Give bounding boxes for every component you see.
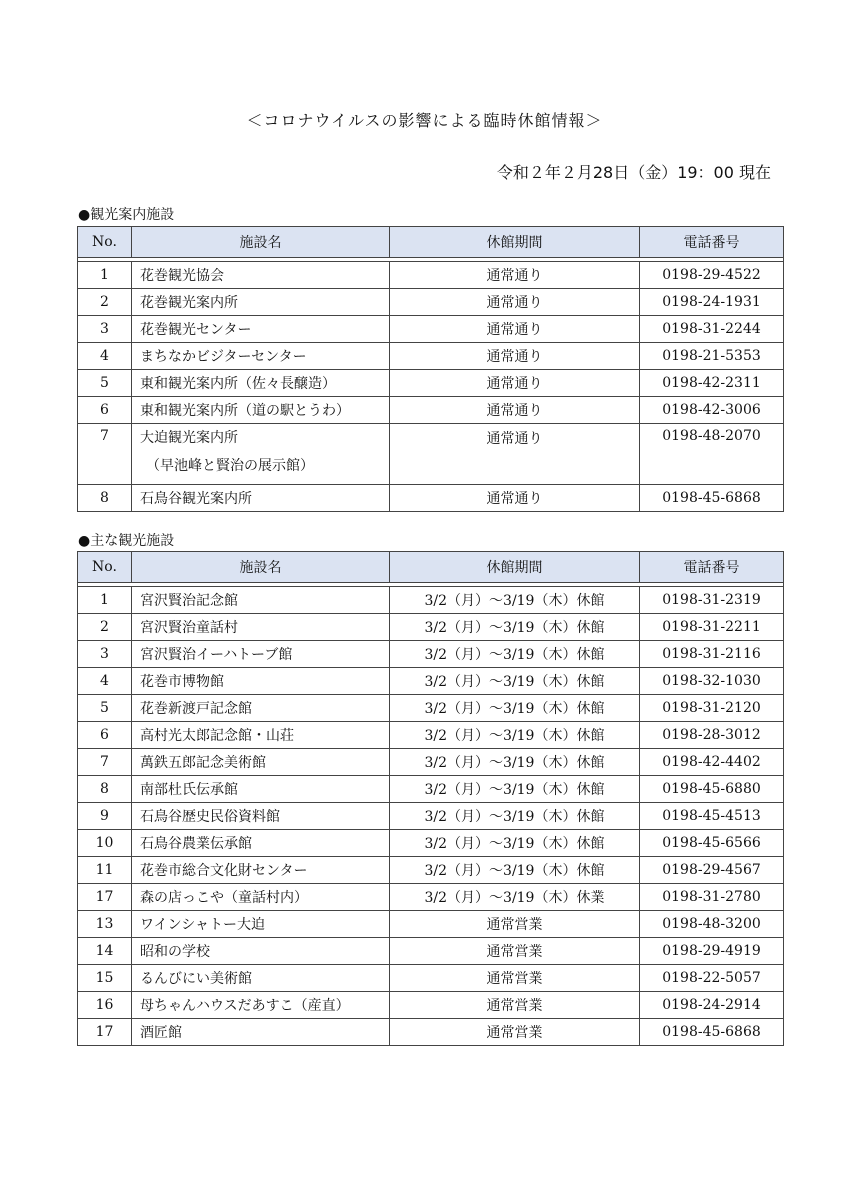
row-no: 11 xyxy=(78,857,132,884)
table-row xyxy=(78,316,784,343)
table-row xyxy=(78,641,784,668)
table-row xyxy=(78,695,784,722)
row-period: 3/2（月）～3/19（木）休館 xyxy=(390,722,640,749)
row-no: 1 xyxy=(78,262,132,289)
row-no: 3 xyxy=(78,641,132,668)
row-period: 3/2（月）～3/19（木）休館 xyxy=(390,776,640,803)
table-row xyxy=(78,262,784,289)
table-row xyxy=(78,938,784,965)
tourist-info-table xyxy=(77,226,784,512)
row-name: 花巻新渡戸記念館 xyxy=(132,695,390,722)
row-name: 酒匠館 xyxy=(132,1019,390,1046)
row-no: 17 xyxy=(78,1019,132,1046)
table-row xyxy=(78,614,784,641)
row-no: 13 xyxy=(78,911,132,938)
table-row xyxy=(78,830,784,857)
row-phone: 0198-31-2116 xyxy=(640,641,784,668)
row-name: るんびにい美術館 xyxy=(132,965,390,992)
row-no: 3 xyxy=(78,316,132,343)
row-period: 通常営業 xyxy=(390,1019,640,1046)
row-name: 宮沢賢治童話村 xyxy=(132,614,390,641)
table-row xyxy=(78,857,784,884)
row-name: 南部杜氏伝承館 xyxy=(132,776,390,803)
table-header-row xyxy=(78,227,784,258)
row-phone: 0198-31-2120 xyxy=(640,695,784,722)
row-phone: 0198-45-6566 xyxy=(640,830,784,857)
row-name: 石鳥谷歴史民俗資料館 xyxy=(132,803,390,830)
row-name: 花巻観光案内所 xyxy=(132,289,390,316)
row-name: 萬鉄五郎記念美術館 xyxy=(132,749,390,776)
row-name: 東和観光案内所（道の駅とうわ） xyxy=(132,397,390,424)
row-name-sub: （早池峰と賢治の展示館） xyxy=(146,458,314,474)
row-name: 森の店っこや（童話村内） xyxy=(132,884,390,911)
row-name: 宮沢賢治記念館 xyxy=(132,587,390,614)
row-period: 通常営業 xyxy=(390,938,640,965)
row-name: ワインシャトー大迫 xyxy=(132,911,390,938)
table-row xyxy=(78,776,784,803)
row-period: 3/2（月）～3/19（木）休館 xyxy=(390,587,640,614)
row-name: まちなかビジターセンター xyxy=(132,343,390,370)
table-row xyxy=(78,965,784,992)
row-phone: 0198-32-1030 xyxy=(640,668,784,695)
table-row xyxy=(78,397,784,424)
row-phone: 0198-31-2244 xyxy=(640,316,784,343)
header-name: 施設名 xyxy=(132,227,390,258)
table-row xyxy=(78,668,784,695)
row-phone: 0198-24-2914 xyxy=(640,992,784,1019)
table-row xyxy=(78,587,784,614)
row-no: 16 xyxy=(78,992,132,1019)
header-period: 休館期間 xyxy=(390,552,640,583)
row-name: 母ちゃんハウスだあすこ（産直） xyxy=(132,992,390,1019)
row-no: 4 xyxy=(78,668,132,695)
row-name: 石鳥谷農業伝承館 xyxy=(132,830,390,857)
row-no: 7 xyxy=(78,424,132,485)
row-name: 高村光太郎記念館・山荘 xyxy=(132,722,390,749)
row-phone: 0198-45-4513 xyxy=(640,803,784,830)
table-header-row xyxy=(78,552,784,583)
row-no: 15 xyxy=(78,965,132,992)
row-period: 通常通り xyxy=(390,316,640,343)
row-phone: 0198-42-4402 xyxy=(640,749,784,776)
row-period: 通常営業 xyxy=(390,911,640,938)
row-phone: 0198-24-1931 xyxy=(640,289,784,316)
row-no: 14 xyxy=(78,938,132,965)
row-period: 通常通り xyxy=(390,485,640,512)
header-period: 休館期間 xyxy=(390,227,640,258)
row-period: 通常通り xyxy=(390,370,640,397)
row-name: 花巻市総合文化財センター xyxy=(132,857,390,884)
row-period: 3/2（月）～3/19（木）休館 xyxy=(390,830,640,857)
row-no: 1 xyxy=(78,587,132,614)
row-name: 大迫観光案内所 xyxy=(140,430,238,446)
row-period: 3/2（月）～3/19（木）休館 xyxy=(390,614,640,641)
row-period: 通常通り xyxy=(390,289,640,316)
row-no: 9 xyxy=(78,803,132,830)
header-name: 施設名 xyxy=(132,552,390,583)
row-no: 2 xyxy=(78,614,132,641)
row-phone: 0198-42-3006 xyxy=(640,397,784,424)
row-no: 8 xyxy=(78,776,132,803)
row-period: 3/2（月）～3/19（木）休館 xyxy=(390,641,640,668)
row-period: 通常通り xyxy=(390,262,640,289)
row-phone: 0198-22-5057 xyxy=(640,965,784,992)
row-no: 10 xyxy=(78,830,132,857)
table-row xyxy=(78,992,784,1019)
row-name: 花巻観光協会 xyxy=(132,262,390,289)
row-phone: 0198-31-2780 xyxy=(640,884,784,911)
row-period: 通常通り xyxy=(390,424,640,485)
attractions-table xyxy=(77,551,784,1046)
row-no: 6 xyxy=(78,722,132,749)
header-no: No. xyxy=(78,227,132,258)
section-title-tourist-info: ●観光案内施設 xyxy=(78,207,175,223)
page-title: ＜コロナウイルスの影響による臨時休館情報＞ xyxy=(246,111,603,130)
row-phone: 0198-45-6868 xyxy=(640,485,784,512)
table-row xyxy=(78,911,784,938)
row-name: 昭和の学校 xyxy=(132,938,390,965)
row-phone: 0198-29-4522 xyxy=(640,262,784,289)
table-row xyxy=(78,803,784,830)
table-row xyxy=(78,424,784,485)
header-phone: 電話番号 xyxy=(640,227,784,258)
table-row xyxy=(78,343,784,370)
row-no: 5 xyxy=(78,370,132,397)
row-name-cell xyxy=(132,424,390,485)
table-row xyxy=(78,289,784,316)
table-row xyxy=(78,722,784,749)
row-name: 東和観光案内所（佐々長醸造） xyxy=(132,370,390,397)
row-no: 2 xyxy=(78,289,132,316)
row-no: 17 xyxy=(78,884,132,911)
row-period: 3/2（月）～3/19（木）休館 xyxy=(390,857,640,884)
section-title-attractions: ●主な観光施設 xyxy=(78,533,175,549)
row-name: 花巻市博物館 xyxy=(132,668,390,695)
row-period: 3/2（月）～3/19（木）休館 xyxy=(390,668,640,695)
row-no: 6 xyxy=(78,397,132,424)
table-row xyxy=(78,485,784,512)
row-phone: 0198-48-2070 xyxy=(640,424,784,485)
row-phone: 0198-31-2211 xyxy=(640,614,784,641)
row-phone: 0198-45-6868 xyxy=(640,1019,784,1046)
row-phone: 0198-29-4567 xyxy=(640,857,784,884)
row-name: 宮沢賢治イーハトーブ館 xyxy=(132,641,390,668)
as-of-date: 令和２年２月28日（金）19：00 現在 xyxy=(496,163,771,182)
row-name: 花巻観光センター xyxy=(132,316,390,343)
row-phone: 0198-28-3012 xyxy=(640,722,784,749)
row-period: 3/2（月）～3/19（木）休館 xyxy=(390,695,640,722)
row-phone: 0198-29-4919 xyxy=(640,938,784,965)
row-no: 8 xyxy=(78,485,132,512)
row-name: 石鳥谷観光案内所 xyxy=(132,485,390,512)
header-no: No. xyxy=(78,552,132,583)
row-period: 3/2（月）～3/19（木）休業 xyxy=(390,884,640,911)
row-no: 4 xyxy=(78,343,132,370)
row-period: 3/2（月）～3/19（木）休館 xyxy=(390,749,640,776)
row-period: 通常営業 xyxy=(390,992,640,1019)
row-phone: 0198-21-5353 xyxy=(640,343,784,370)
table-row xyxy=(78,1019,784,1046)
row-phone: 0198-45-6880 xyxy=(640,776,784,803)
row-phone: 0198-48-3200 xyxy=(640,911,784,938)
row-period: 通常通り xyxy=(390,397,640,424)
row-no: 5 xyxy=(78,695,132,722)
table-row xyxy=(78,370,784,397)
row-phone: 0198-31-2319 xyxy=(640,587,784,614)
row-period: 通常営業 xyxy=(390,965,640,992)
row-phone: 0198-42-2311 xyxy=(640,370,784,397)
header-phone: 電話番号 xyxy=(640,552,784,583)
row-period: 3/2（月）～3/19（木）休館 xyxy=(390,803,640,830)
table-row xyxy=(78,749,784,776)
table-row xyxy=(78,884,784,911)
row-period: 通常通り xyxy=(390,343,640,370)
row-no: 7 xyxy=(78,749,132,776)
